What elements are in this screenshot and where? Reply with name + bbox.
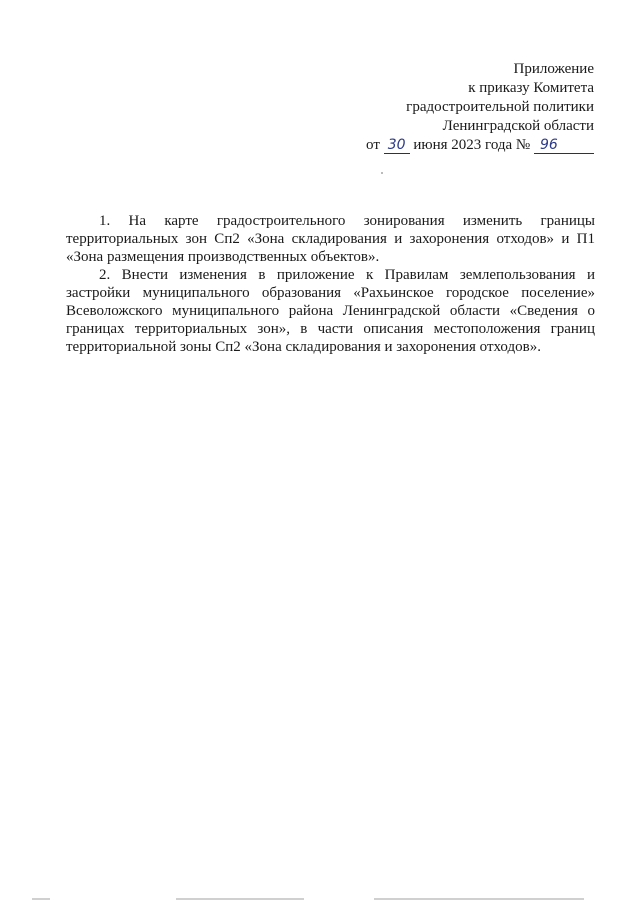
appendix-order-ref: к приказу Комитета xyxy=(468,80,594,96)
scan-footer-artifacts xyxy=(0,896,640,902)
scan-artifact xyxy=(176,898,304,900)
order-date-line xyxy=(366,136,594,155)
scan-artifact xyxy=(374,898,584,900)
scan-speck xyxy=(381,172,383,174)
date-prefix: от xyxy=(366,137,380,153)
handwritten-order-number: 96 xyxy=(534,138,594,154)
paragraph-1: 1. На карте градостроительного зонирования изменить границы территориальных зон Сп2 «Зона складирования и захоронения отходов» и П1 «Зона размещения производственных объектов». xyxy=(66,213,595,265)
appendix-title: Приложение xyxy=(513,61,594,77)
paragraph-2: 2. Внести изменения в приложение к Правилам землепользования и застройки муниципального образования «Рахьинское городское поселение» Всеволожского муниципального района Ленинградской области «Сведения о границах территориальных зон», в части описания местоположения границ территориальной зоны Сп2 «Зона складирования и захоронения отходов». xyxy=(66,267,595,355)
appendix-region: Ленинградской области xyxy=(442,118,594,134)
appendix-header xyxy=(366,60,594,155)
document-body xyxy=(66,212,595,356)
scan-artifact xyxy=(32,898,50,900)
appendix-committee-name: градостроительной политики xyxy=(406,99,594,115)
date-month-year: июня 2023 года № xyxy=(413,137,531,153)
handwritten-day: 30 xyxy=(384,138,410,154)
